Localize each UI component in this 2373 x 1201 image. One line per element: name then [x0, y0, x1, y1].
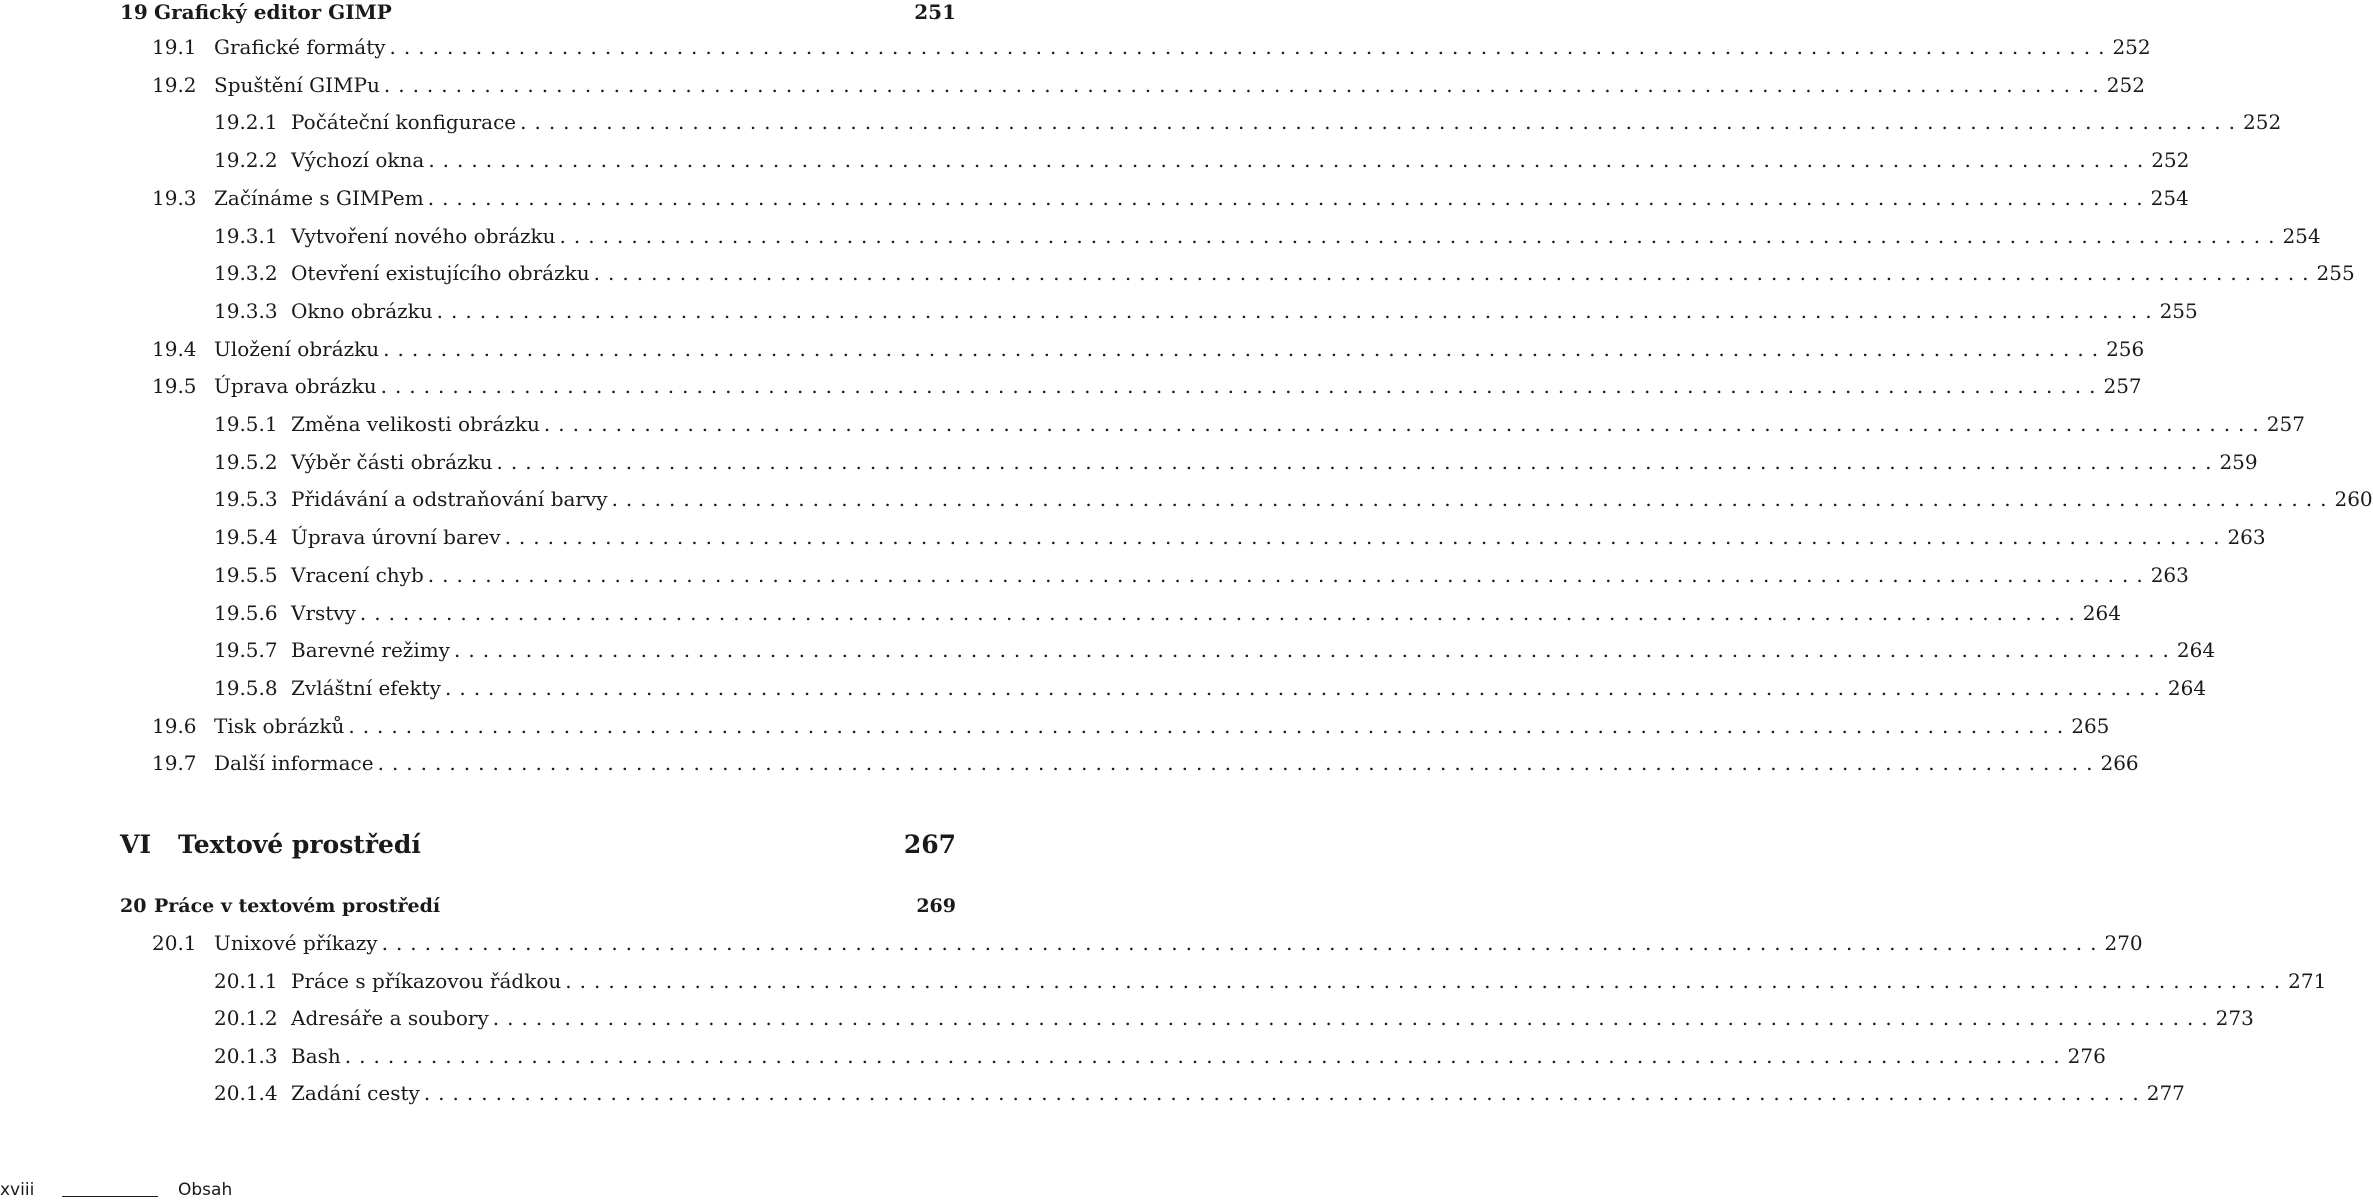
section-number: 19.5.5 [214, 562, 278, 587]
section-page: 260 [2334, 487, 2373, 512]
section-number: 19.2.1 [214, 110, 278, 135]
section-title: Spuštění GIMPu [214, 72, 380, 97]
section-page: 264 [2167, 675, 2207, 700]
section-page: 252 [2243, 110, 2282, 135]
section-number: 20.1.3 [214, 1043, 278, 1068]
chapter-20-entry[interactable] [120, 894, 956, 918]
section-page: 255 [2159, 298, 2198, 323]
leader-dots: ........................................................................................................................ [559, 223, 2283, 248]
section-page: 252 [2112, 35, 2151, 59]
part-number: VI [120, 830, 152, 859]
toc-entry[interactable] [152, 713, 2110, 738]
section-page: 257 [2103, 374, 2142, 399]
section-number: 19.5.8 [214, 675, 278, 700]
toc-entry[interactable] [152, 751, 2139, 776]
section-number: 19.7 [152, 751, 197, 776]
chapter-number: 20 [120, 895, 147, 917]
section-page: 259 [2219, 449, 2258, 474]
toc-entry[interactable] [214, 487, 2373, 512]
toc-entry[interactable] [214, 1081, 2185, 1105]
leader-dots: ........................................................................................................................ [611, 487, 2335, 512]
section-number: 19.3 [152, 185, 197, 210]
toc-entry[interactable] [214, 261, 2355, 286]
toc-entry[interactable] [214, 638, 2216, 663]
toc-entry[interactable] [214, 1006, 2254, 1030]
part-page: 267 [903, 830, 956, 859]
footer-page-number: xviii [0, 1180, 35, 1200]
section-page: 273 [2215, 1006, 2254, 1030]
section-title: Další informace [214, 751, 374, 776]
section-page: 264 [2176, 638, 2216, 663]
section-title: Práce s příkazovou řádkou [291, 968, 562, 993]
section-page: 265 [2071, 713, 2110, 738]
leader-dots: ........................................................................................................................ [543, 412, 2267, 436]
section-number: 19.3.1 [214, 223, 278, 248]
section-title: Úprava obrázku [214, 374, 377, 399]
section-number: 19.1 [152, 35, 197, 59]
section-title: Vracení chyb [291, 562, 424, 587]
leader-dots: ........................................................................................................................ [565, 968, 2289, 993]
leader-dots: ........................................................................................................................ [520, 110, 2243, 135]
leader-dots: ........................................................................................................................ [344, 1043, 2068, 1068]
section-page: 277 [2146, 1081, 2185, 1105]
chapter-19-entry[interactable] [120, 0, 956, 24]
section-number: 19.5.6 [214, 600, 278, 625]
section-title: Zadání cesty [291, 1081, 420, 1105]
toc-entry[interactable] [214, 525, 2266, 550]
section-title: Bash [291, 1043, 341, 1068]
section-title: Úprava úrovní barev [291, 525, 501, 550]
section-number: 19.6 [152, 713, 197, 738]
toc-entry[interactable] [152, 72, 2145, 97]
section-number: 20.1.4 [214, 1081, 278, 1105]
section-title: Výběr části obrázku [291, 449, 493, 474]
toc-entry[interactable] [214, 412, 2305, 436]
section-number: 19.5.2 [214, 449, 278, 474]
section-number: 19.5.4 [214, 525, 278, 550]
leader-dots: ........................................................................................................................ [377, 751, 2101, 776]
toc-entry[interactable] [152, 931, 2143, 955]
section-number: 19.4 [152, 336, 197, 361]
part-vi-entry[interactable] [120, 830, 956, 860]
chapter-title: Práce v textovém prostředí [154, 895, 441, 917]
section-page: 257 [2266, 412, 2305, 436]
leader-dots: ........................................................................................................................ [383, 72, 2107, 97]
section-page: 270 [2104, 931, 2143, 955]
section-title: Barevné režimy [291, 638, 450, 663]
toc-entry[interactable] [152, 336, 2145, 361]
toc-entry[interactable] [214, 1043, 2106, 1068]
section-number: 20.1 [152, 931, 197, 955]
leader-dots: ........................................................................................................................ [383, 336, 2107, 361]
leader-dots: ........................................................................................................................ [444, 675, 2168, 700]
toc-entry[interactable] [214, 110, 2282, 135]
section-title: Unixové příkazy [214, 931, 378, 955]
leader-dots: ........................................................................................................................ [423, 1081, 2147, 1105]
leader-dots: ........................................................................................................................ [504, 525, 2228, 550]
chapter-page: 269 [916, 895, 956, 917]
leader-dots: ........................................................................................................................ [427, 562, 2151, 587]
section-title: Adresáře a soubory [291, 1006, 489, 1030]
leader-dots: ........................................................................................................................ [389, 35, 2113, 59]
section-number: 19.3.2 [214, 261, 278, 286]
section-number: 19.5.1 [214, 412, 278, 436]
section-title: Přidávání a odstraňování barvy [291, 487, 608, 512]
section-title: Vytvoření nového obrázku [291, 223, 556, 248]
toc-entry[interactable] [152, 374, 2142, 399]
section-page: 254 [2150, 185, 2189, 210]
leader-dots: ........................................................................................................................ [428, 148, 2152, 173]
leader-dots: ........................................................................................................................ [427, 185, 2151, 210]
section-page: 271 [2288, 968, 2327, 993]
section-number: 19.5.7 [214, 638, 278, 663]
section-page: 263 [2150, 562, 2189, 587]
toc-entry[interactable] [152, 35, 2151, 59]
leader-dots: ........................................................................................................................ [453, 638, 2177, 663]
section-title: Počáteční konfigurace [291, 110, 517, 135]
section-page: 256 [2106, 336, 2145, 361]
section-page: 252 [2151, 148, 2190, 173]
section-title: Grafické formáty [214, 35, 386, 59]
section-title: Zvláštní efekty [291, 675, 441, 700]
section-number: 19.2.2 [214, 148, 278, 173]
section-page: 255 [2316, 261, 2355, 286]
section-title: Začínáme s GIMPem [214, 185, 424, 210]
section-number: 19.2 [152, 72, 197, 97]
page-footer [0, 1180, 960, 1201]
section-title: Vrstvy [291, 600, 356, 625]
toc-entry[interactable] [214, 223, 2321, 248]
toc-entry[interactable] [214, 449, 2258, 474]
section-title: Tisk obrázků [214, 713, 345, 738]
leader-dots: ........................................................................................................................ [593, 261, 2317, 286]
section-title: Okno obrázku [291, 298, 433, 323]
section-page: 264 [2082, 600, 2121, 625]
toc-entry[interactable] [214, 968, 2327, 993]
toc-entry[interactable] [214, 600, 2121, 625]
section-title: Uložení obrázku [214, 336, 380, 361]
section-title: Otevření existujícího obrázku [291, 261, 590, 286]
section-page: 263 [2227, 525, 2266, 550]
section-number: 20.1.2 [214, 1006, 278, 1030]
leader-dots: ........................................................................................................................ [380, 374, 2104, 399]
section-title: Změna velikosti obrázku [291, 412, 540, 436]
section-page: 266 [2100, 751, 2139, 776]
toc-entry[interactable] [214, 148, 2190, 173]
leader-dots: ........................................................................................................................ [436, 298, 2160, 323]
footer-label: Obsah [178, 1180, 233, 1200]
section-page: 254 [2282, 223, 2321, 248]
section-number: 20.1.1 [214, 968, 278, 993]
part-title: Textové prostředí [178, 830, 421, 859]
section-title: Výchozí okna [291, 148, 425, 173]
toc-entry[interactable] [214, 298, 2198, 323]
section-number: 19.5 [152, 374, 197, 399]
leader-dots: ........................................................................................................................ [348, 713, 2072, 738]
toc-entry[interactable] [152, 185, 2189, 210]
leader-dots: ........................................................................................................................ [496, 449, 2220, 474]
chapter-page: 251 [914, 0, 956, 24]
leader-dots: ........................................................................................................................ [492, 1006, 2216, 1030]
section-number: 19.5.3 [214, 487, 278, 512]
chapter-title: Grafický editor GIMP [154, 0, 392, 24]
toc-entry[interactable] [214, 675, 2207, 700]
footer-rule [62, 1196, 158, 1197]
toc-entry[interactable] [214, 562, 2189, 587]
section-page: 276 [2067, 1043, 2106, 1068]
leader-dots: ........................................................................................................................ [381, 931, 2105, 955]
leader-dots: ........................................................................................................................ [359, 600, 2083, 625]
chapter-number: 19 [120, 0, 148, 24]
section-page: 252 [2106, 72, 2145, 97]
section-number: 19.3.3 [214, 298, 278, 323]
